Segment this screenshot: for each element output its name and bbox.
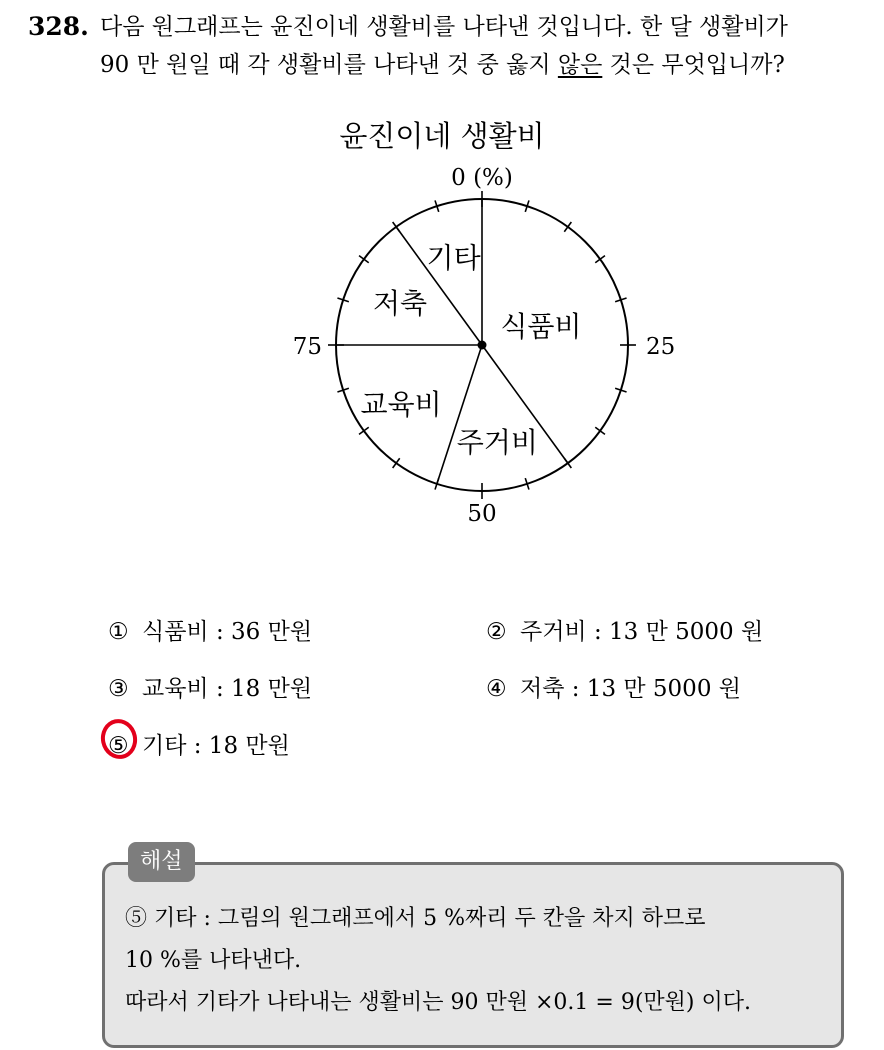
pie-tick-60 xyxy=(393,458,400,468)
scale-label-50: 50 xyxy=(467,501,497,527)
question-line-1: 다음 원그래프는 윤진이네 생활비를 나타낸 것입니다. 한 달 생활비가 xyxy=(100,14,788,40)
choice-5-number: ⑤ xyxy=(108,733,129,759)
pie-tick-85 xyxy=(359,256,369,263)
question-underlined-word: 않은 xyxy=(557,52,603,78)
choice-3[interactable] xyxy=(108,670,312,703)
chart-title: 윤진이네 생활비 xyxy=(339,119,545,153)
pie-tick-15 xyxy=(595,256,605,263)
pie-tick-65 xyxy=(359,427,369,434)
scale-label-25: 25 xyxy=(646,334,676,360)
choice-2-text: 주거비 : 13 만 5000 원 xyxy=(520,619,764,645)
choice-4-text: 저축 : 13 만 5000 원 xyxy=(520,676,741,702)
scale-label-75: 75 xyxy=(292,334,322,360)
slice-boundary-3 xyxy=(437,345,482,484)
choice-4[interactable] xyxy=(486,670,741,703)
choice-1[interactable] xyxy=(108,613,312,646)
choice-5-text: 기타 : 18 만원 xyxy=(142,733,290,759)
explanation-line-2: 10 %를 나타낸다. xyxy=(125,948,302,973)
explanation-line-1: ⑤ 기타 : 그림의 원그래프에서 5 %짜리 두 칸을 차지 하므로 xyxy=(125,906,706,931)
slice-label-1: 식품비 xyxy=(500,309,582,343)
choice-3-text: 교육비 : 18 만원 xyxy=(142,676,313,702)
choice-1-text: 식품비 : 36 만원 xyxy=(142,619,313,645)
pie-chart xyxy=(0,100,884,540)
choice-2[interactable] xyxy=(486,613,763,646)
slice-label-4: 저축 xyxy=(372,287,428,321)
slice-label-3: 교육비 xyxy=(360,387,442,421)
unit-label: 0 (%) xyxy=(451,165,513,191)
pie-center-dot xyxy=(478,341,487,350)
explanation-tag: 해설 xyxy=(128,842,195,882)
choice-1-number: ① xyxy=(108,619,129,645)
choice-3-number: ③ xyxy=(108,676,129,702)
pie-tick-10 xyxy=(564,222,571,232)
question-line-2-end: 것은 무엇입니까? xyxy=(602,52,785,78)
question-line-2 xyxy=(100,46,785,84)
slice-label-2: 주거비 xyxy=(456,425,538,459)
pie-chart-svg xyxy=(0,100,884,540)
pie-tick-35 xyxy=(595,427,605,434)
slice-label-5: 기타 xyxy=(426,241,481,275)
question-line-2-start: 90 만 원일 때 각 생활비를 나타낸 것 중 옳지 xyxy=(100,52,558,78)
explanation-text xyxy=(125,898,751,1024)
question-number: 328. xyxy=(28,12,89,41)
choice-2-number: ② xyxy=(486,619,507,645)
explanation-line-3: 따라서 기타가 나타내는 생활비는 90 만원 ×0.1 = 9(만원) 이다. xyxy=(125,990,751,1015)
choice-4-number: ④ xyxy=(486,676,507,702)
answer-choices xyxy=(0,605,884,775)
